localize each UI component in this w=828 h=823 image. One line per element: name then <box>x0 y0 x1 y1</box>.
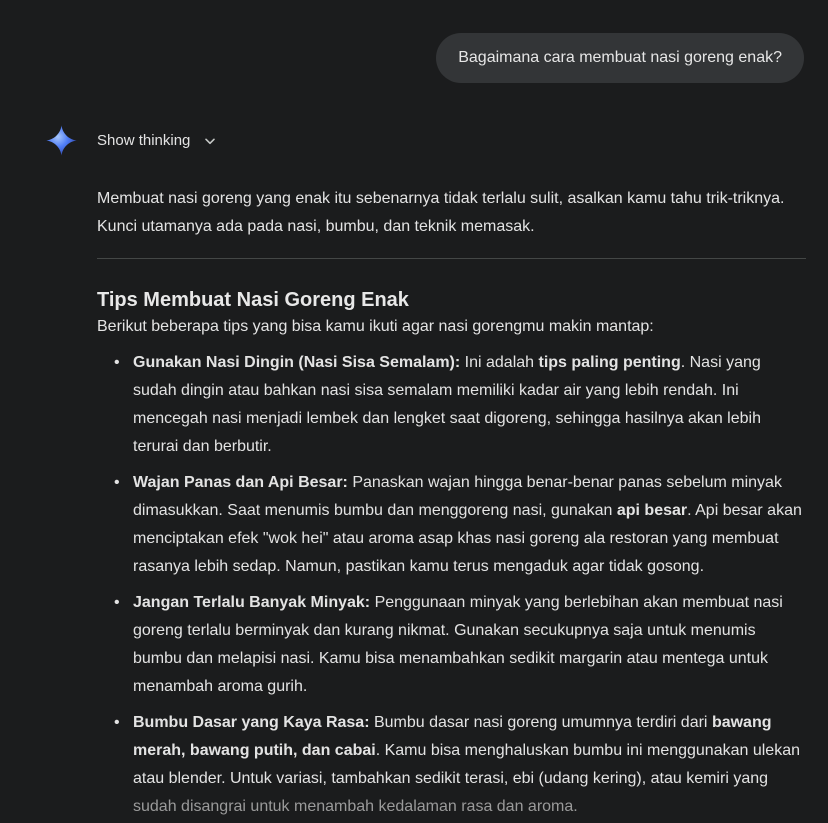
list-item-bold-text: Bumbu Dasar yang Kaya Rasa: <box>133 714 374 731</box>
list-item <box>133 709 806 821</box>
show-thinking-button[interactable] <box>97 131 218 149</box>
list-item-text: Ini adalah <box>464 354 539 371</box>
list-intro: Berikut beberapa tips yang bisa kamu ikuti agar nasi gorengmu makin mantap: <box>97 318 654 335</box>
list-item-bold-text: tips paling penting <box>538 354 681 371</box>
list-item-bold-text: api besar <box>616 502 688 519</box>
tips-list <box>97 349 806 821</box>
list-item-text: sudah disangrai untuk menambah kedalaman rasa dan aroma. <box>133 798 578 815</box>
section-heading: Tips Membuat Nasi Goreng Enak <box>97 289 409 311</box>
list-item <box>133 589 806 701</box>
list-item-text: Bumbu dasar nasi goreng umumnya terdiri dari <box>373 714 712 731</box>
section-divider <box>97 258 806 259</box>
list-item-bold-text: Jangan Terlalu Banyak Minyak: <box>133 594 375 611</box>
list-item-bold-text: Gunakan Nasi Dingin (Nasi Sisa Semalam): <box>133 354 465 371</box>
chevron-down-icon <box>202 133 218 149</box>
list-item <box>133 469 806 581</box>
list-item-text: . Api besar akan menciptakan efek "wok hei" atau aroma asap khas nasi goreng ala restoran yang membuat rasanya lebih sedap. Namun, pastikan kamu terus mengaduk agar tidak gosong. <box>133 502 802 575</box>
list-item-bold-text: Wajan Panas dan Api Besar: <box>133 474 353 491</box>
list-item-text: Panaskan wajan hingga benar-benar panas sebelum minyak dimasukkan. Saat menumis bumbu dan menggoreng nasi, gunakan <box>133 474 782 519</box>
model-response-body <box>97 185 806 821</box>
user-message-row <box>0 0 828 83</box>
list-item-text: . Kamu bisa menghaluskan bumbu ini menggunakan ulekan atau blender. Untuk variasi, tambahkan sedikit terasi, ebi (udang kering), atau kemiri yang <box>133 742 800 787</box>
show-thinking-label: Show thinking <box>97 131 191 149</box>
response-intro: Membuat nasi goreng yang enak itu sebenarnya tidak terlalu sulit, asalkan kamu tahu trik-triknya. Kunci utamanya ada pada nasi, bumbu, dan teknik memasak. <box>97 190 785 235</box>
user-message-bubble <box>436 33 804 83</box>
list-item-text: Penggunaan minyak yang berlebihan akan membuat nasi goreng terlalu berminyak dan kurang nikmat. Gunakan secukupnya saja untuk menumis bumbu dan melapisi nasi. Kamu bisa menambahkan sedikit margarin atau mentega untuk menambah aroma gurih. <box>133 594 783 695</box>
model-response-header <box>45 123 828 157</box>
list-item-bold-text: bawang merah, bawang putih, dan cabai <box>133 714 772 759</box>
list-item <box>133 349 806 461</box>
list-item-text: . Nasi yang sudah dingin atau bahkan nasi sisa semalam memiliki kadar air yang lebih rendah. Ini mencegah nasi menjadi lembek dan lengket saat digoreng, sehingga hasilnya akan lebih terurai dan berbutir. <box>133 354 761 455</box>
gemini-sparkle-icon <box>45 124 78 157</box>
user-message-text: Bagaimana cara membuat nasi goreng enak? <box>458 49 782 66</box>
